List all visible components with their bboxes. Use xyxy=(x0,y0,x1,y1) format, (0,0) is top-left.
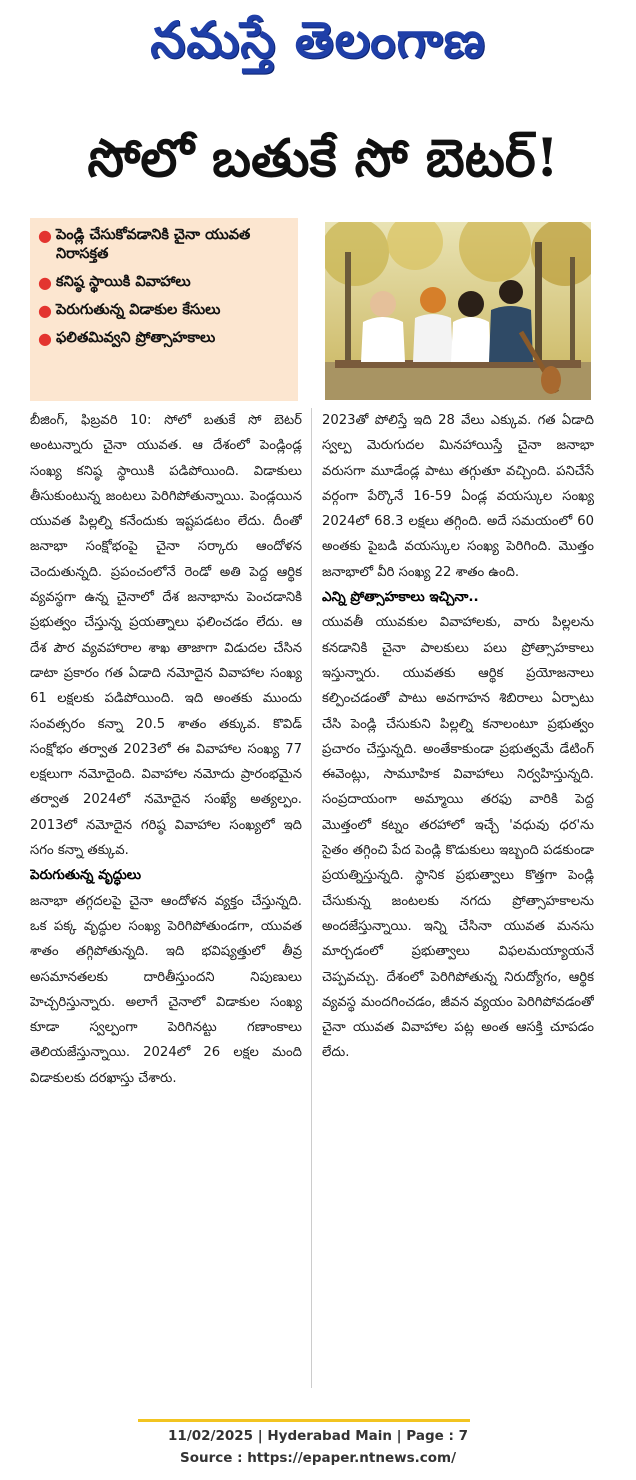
article-paragraph: బీజింగ్, ఫిబ్రవరి 10: సోలో బతుకే సో బెటర్ అంటున్నారు చైనా యువత. ఆ దేశంలో పెండ్లిండ్ల సంఖ్య కనిష్ఠ స్థాయికి పడిపోయింది. విడాకులు తీసుకుంటున్న జంటలు పెరిగిపోతున్నాయి. పెండ్లయిన యువత పిల్లల్ని కనేందుకు ఇష్టపడటం లేదు. దీంతో జనాభా సంక్షోభంపై చైనా సర్కారు ఆందోళన చెందుతున్నది. ప్రపంచంలోనే రెండో అతి పెద్ద ఆర్థిక వ్యవస్థగా ఉన్న చైనాలో దేశ జనాభాను పెంచడానికి ప్రభుత్వం చేస్తున్న ప్రయత్నాలు ఫలించడం లేదు. ఆ దేశ పౌర వ్యవహారాల శాఖ తాజాగా విడుదల చేసిన డాటా ప్రకారం గత ఏడాది నమోదైన వివాహాల సంఖ్య 61 లక్షలకు పడిపోయింది. ఇది అంతకు ముందు సంవత్సరం కన్నా 20.5 శాతం తక్కువ. కొవిడ్ సంక్షోభం తర్వాత 2023లో ఈ వివాహాల సంఖ్య 77 లక్షలుగా నమోదైంది. వివాహాల నమోదు ప్రారంభమైన తర్వాత 2024లో నమోదైన సంఖ్యే అత్యల్పం. 2013లో నమోదైన గరిష్ఠ వివాహాల సంఖ్యలో ఇది సగం కన్నా తక్కువ. xyxy=(30,413,302,859)
highlight-text: ఫలితమివ్వని ప్రోత్సాహకాలు xyxy=(56,330,216,347)
footer-source: Source : https://epaper.ntnews.com/ xyxy=(179,1450,457,1466)
article-paragraph: జనాభా తగ్గదలపై చైనా ఆందోళన వ్యక్తం చేస్తున్నది. ఒక పక్క వృద్ధుల సంఖ్య పెరిగిపోతుండగా, యువత శాతం తగ్గిపోతున్నది. ఇది భవిష్యత్తులో తీవ్ర అసమానతలకు దారితీస్తుందని నిపుణులు హెచ్చరిస్తున్నారు. అలాగే చైనాలో విడాకుల సంఖ్య కూడా స్వల్పంగా పెరిగినట్టు గణాంకాలు తెలియజేస్తున్నాయి. 2024లో 26 లక్షల మంది విడాకులకు దరఖాస్తు చేశారు. xyxy=(30,893,302,1086)
news-photo xyxy=(325,222,591,400)
bullet-icon: ● xyxy=(38,300,52,320)
bullet-icon: ● xyxy=(38,226,52,245)
highlight-item xyxy=(38,329,292,348)
masthead-title: నమస్తే తెలంగాణ xyxy=(150,10,486,69)
highlights-box xyxy=(30,218,298,401)
highlight-text: పెరుగుతున్న విడాకుల కేసులు xyxy=(56,301,221,318)
highlight-item xyxy=(38,226,292,264)
bullet-icon: ● xyxy=(38,272,52,292)
footer-edition-info: 11/02/2025 | Hyderabad Main | Page : 7 xyxy=(168,1428,468,1444)
highlight-text: పెండ్లి చేసుకోవడానికి చైనా యువత నిరాసక్తత xyxy=(56,227,251,262)
photo-illustration xyxy=(325,222,591,400)
article-subheading: పెరుగుతున్న వృద్ధులు xyxy=(30,867,142,884)
article-columns xyxy=(30,408,596,1408)
article-paragraph: 2023తో పోలిస్తే ఇది 28 వేలు ఎక్కువ. గత ఏడాది స్వల్ప మెరుగుదల మినహాయిస్తే చైనా జనాభా వరుసగా మూడేండ్ల పాటు తగ్గుతూ వచ్చింది. పనిచేసే వర్గంగా పేర్కొనే 16-59 ఏండ్ల వయస్కుల సంఖ్య 2024లో 68.3 లక్షలు తగ్గింది. అదే సమయంలో 60 అంతకు పైబడి వయస్కుల సంఖ్య పెరిగింది. మొత్తం జనాభాలో వీరి సంఖ్య 22 శాతం ఉంది. xyxy=(322,413,594,580)
masthead xyxy=(0,0,636,100)
highlight-text: కనిష్ఠ స్థాయికి వివాహాలు xyxy=(56,273,191,290)
column-divider xyxy=(311,408,312,1388)
article-paragraph: యువతీ యువకుల వివాహాలకు, వారు పిల్లలను కనడానికి చైనా పాలకులు పలు ప్రోత్సాహకాలు ఇస్తున్నారు. యువతకు ఆర్థిక ప్రయోజనాలు కల్పించడంతో పాటు అవగాహన శిబిరాలు ఏర్పాటు చేసి పెండ్లి చేసుకుని పిల్లల్ని కనాలంటూ ప్రభుత్వం ప్రచారం చేస్తున్నది. అంతేకాకుండా ప్రభుత్వమే డేటింగ్ ఈవెంట్లు, సామూహిక వివాహాలు నిర్వహిస్తున్నది. సంప్రదాయంగా అమ్మాయి తరఫు వారికి పెద్ద మొత్తంలో కట్నం తరహాలో ఇచ్చే 'వధువు ధర'ను సైతం తగ్గించి పేద పెండ్లి కొడుకులు ఇబ్బంది పడకుండా ప్రయత్నిస్తున్నది. స్థానిక ప్రభుత్వాలు కొత్తగా పెండ్లి చేసుకున్న జంటలకు నగదు ప్రోత్సాహకాలను అందజేస్తున్నాయి. ఇన్ని చేసినా యువత మనసు మార్చడంలో ప్రభుత్వాలు విఫలమయ్యాయనే చెప్పవచ్చు. దేశంలో పెరిగిపోతున్న నిరుద్యోగం, ఆర్థిక వ్యవస్థ మందగించడం, జీవన వ్యయం పెరిగిపోవడంతో చైనా యువత వివాహాల పట్ల అంత ఆసక్తి చూపడం లేదు. xyxy=(322,615,594,1061)
article-subheading: ఎన్ని ప్రోత్సాహకాలు ఇచ్చినా.. xyxy=(322,589,479,606)
article-column-left xyxy=(30,408,302,1408)
footer-rule xyxy=(138,1419,470,1422)
article-column-right xyxy=(322,408,594,1408)
highlight-item xyxy=(38,301,292,320)
highlight-item xyxy=(38,273,292,292)
headline: సోలో బతుకే సో బెటర్! xyxy=(87,128,559,189)
bullet-icon: ● xyxy=(38,329,52,349)
